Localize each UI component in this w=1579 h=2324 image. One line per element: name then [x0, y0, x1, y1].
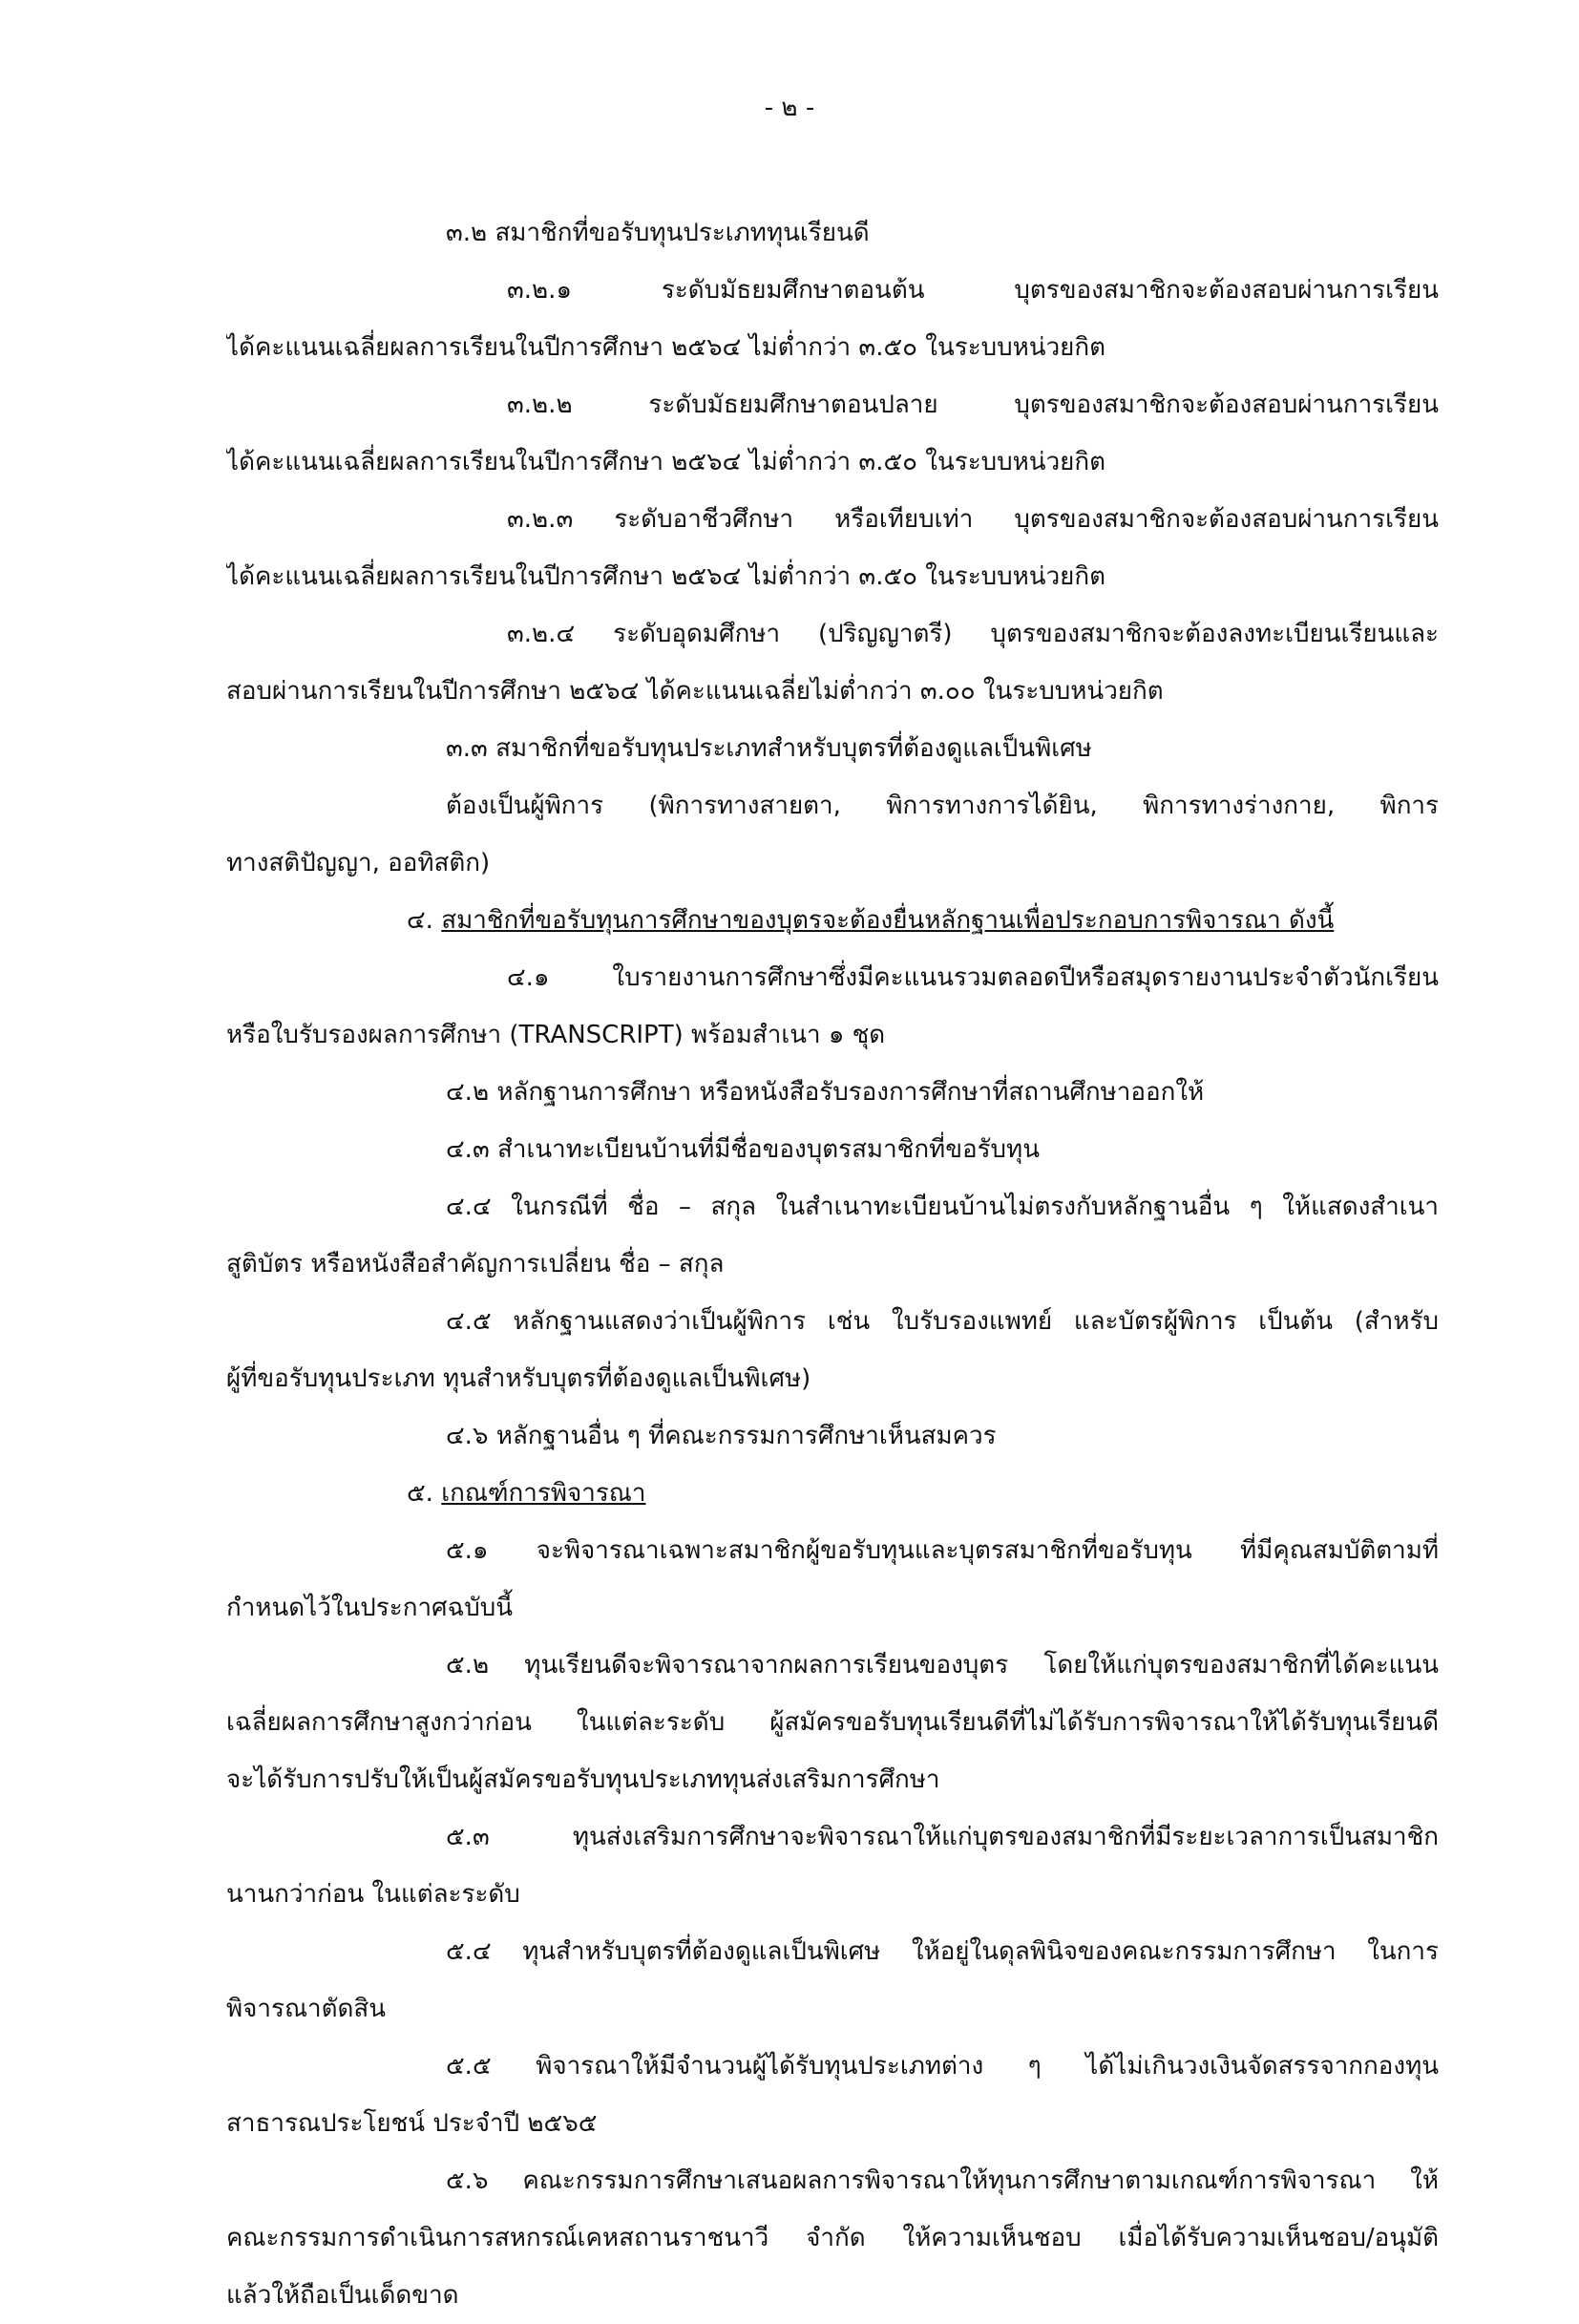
paragraph-line: [226, 1866, 1439, 1923]
line-text: ๓.๒.๔ ระดับอุดมศึกษา (ปริญญาตรี) บุตรของสมาชิกจะต้องลงทะเบียนเรียนและ: [507, 620, 1439, 648]
paragraph-line: [226, 1236, 1439, 1293]
section-heading-4: [226, 892, 1439, 949]
line-text: สอบผ่านการเรียนในปีการศึกษา ๒๕๖๔ ได้คะแนนเฉลี่ยไม่ต่ำกว่า ๓.๐๐ ในระบบหน่วยกิต: [226, 677, 1164, 706]
section-title: สมาชิกที่ขอรับทุนการศึกษาของบุตรจะต้องยื่นหลักฐานเพื่อประกอบการพิจารณา ดังนี้: [441, 906, 1335, 935]
paragraph-line: [226, 433, 1439, 491]
line-text: ๕.๑ จะพิจารณาเฉพาะสมาชิกผู้ขอรับทุนและบุตรสมาชิกที่ขอรับทุน ที่มีคุณสมบัติตามที่: [446, 1536, 1439, 1565]
paragraph-line: [226, 1751, 1439, 1808]
paragraph-line: [226, 319, 1439, 376]
paragraph-line: [226, 1350, 1439, 1407]
line-text: สูติบัตร หรือหนังสือสำคัญการเปลี่ยน ชื่อ – สกุล: [226, 1250, 725, 1278]
line-text: หรือใบรับรองผลการศึกษา (TRANSCRIPT) พร้อมสำเนา ๑ ชุด: [226, 1021, 886, 1049]
line-text: ๓.๒.๒ ระดับมัธยมศึกษาตอนปลาย บุตรของสมาชิกจะต้องสอบผ่านการเรียน: [507, 391, 1439, 419]
line-text: ๓.๒.๓ ระดับอาชีวศึกษา หรือเทียบเท่า บุตรของสมาชิกจะต้องสอบผ่านการเรียน: [507, 505, 1439, 534]
page-number: - ๒ -: [764, 94, 815, 122]
paragraph-line: [226, 376, 1439, 433]
paragraph-line: [226, 663, 1439, 720]
paragraph-line: [226, 1808, 1439, 1866]
paragraph-line: [226, 1407, 1439, 1465]
paragraph-line: [226, 1121, 1439, 1178]
section-heading-5: [226, 1465, 1439, 1522]
line-text: แล้วให้ถือเป็นเด็ดขาด: [226, 2281, 459, 2310]
line-text: ๔.๔ ในกรณีที่ ชื่อ – สกุล ในสำเนาทะเบียนบ้านไม่ตรงกับหลักฐานอื่น ๆ ให้แสดงสำเนา: [446, 1193, 1439, 1221]
paragraph-line: [226, 1178, 1439, 1236]
line-text: พิจารณาตัดสิน: [226, 1995, 387, 2023]
paragraph-line: [226, 1293, 1439, 1350]
document-body: [226, 204, 1439, 2324]
line-text: ๓.๒.๑ ระดับมัธยมศึกษาตอนต้น บุตรของสมาชิกจะต้องสอบผ่านการเรียน: [507, 276, 1439, 305]
paragraph-line: [226, 605, 1439, 663]
paragraph-line: [226, 262, 1439, 319]
line-text: เฉลี่ยผลการศึกษาสูงกว่าก่อน ในแต่ละระดับ ผู้สมัครขอรับทุนเรียนดีที่ไม่ได้รับการพิจารณาให้ได้รับทุนเรียนดี: [226, 1708, 1439, 1737]
section-heading: [226, 204, 1439, 262]
section-number: ๕.: [407, 1479, 442, 1508]
section-title: เกณฑ์การพิจารณา: [441, 1479, 646, 1508]
paragraph-line: [226, 2209, 1439, 2267]
paragraph-line: [226, 1923, 1439, 1980]
line-text: จะได้รับการปรับให้เป็นผู้สมัครขอรับทุนประเภททุนส่งเสริมการศึกษา: [226, 1765, 940, 1794]
line-text: ๔.๕ หลักฐานแสดงว่าเป็นผู้พิการ เช่น ใบรับรองแพทย์ และบัตรผู้พิการ เป็นต้น (สำหรับ: [446, 1307, 1439, 1336]
line-text: ๕.๓ ทุนส่งเสริมการศึกษาจะพิจารณาให้แก่บุตรของสมาชิกที่มีระยะเวลาการเป็นสมาชิก: [446, 1823, 1439, 1851]
line-text: ๔.๓ สำเนาทะเบียนบ้านที่มีชื่อของบุตรสมาชิกที่ขอรับทุน: [446, 1135, 1040, 1164]
line-text: ๓.๓ สมาชิกที่ขอรับทุนประเภทสำหรับบุตรที่ต้องดูแลเป็นพิเศษ: [446, 734, 1092, 763]
line-text: นานกว่าก่อน ในแต่ละระดับ: [226, 1880, 520, 1909]
paragraph-line: [226, 2095, 1439, 2152]
line-text: ๕.๕ พิจารณาให้มีจำนวนผู้ได้รับทุนประเภทต่าง ๆ ได้ไม่เกินวงเงินจัดสรรจากกองทุน: [446, 2052, 1439, 2081]
line-text: ๔.๒ หลักฐานการศึกษา หรือหนังสือรับรองการศึกษาที่สถานศึกษาออกให้: [446, 1078, 1205, 1107]
line-text: กำหนดไว้ในประกาศฉบับนี้: [226, 1594, 514, 1622]
line-text: ๕.๒ ทุนเรียนดีจะพิจารณาจากผลการเรียนของบุตร โดยให้แก่บุตรของสมาชิกที่ได้คะแนน: [446, 1651, 1439, 1680]
paragraph-line: [226, 491, 1439, 548]
paragraph-line: [226, 2038, 1439, 2095]
paragraph-line: [226, 2267, 1439, 2324]
line-text: ๕.๔ ทุนสำหรับบุตรที่ต้องดูแลเป็นพิเศษ ให้อยู่ในดุลพินิจของคณะกรรมการศึกษา ในการ: [446, 1937, 1439, 1966]
line-text: คณะกรรมการดำเนินการสหกรณ์เคหสถานราชนาวี จำกัด ให้ความเห็นชอบ เมื่อได้รับความเห็นชอบ/อนุมัติ: [226, 2224, 1439, 2252]
paragraph-line: [226, 2152, 1439, 2209]
line-text: ได้คะแนนเฉลี่ยผลการเรียนในปีการศึกษา ๒๕๖๔ ไม่ต่ำกว่า ๓.๕๐ ในระบบหน่วยกิต: [226, 448, 1106, 476]
paragraph-line: [226, 1637, 1439, 1694]
section-number: ๔.: [407, 906, 442, 935]
paragraph-line: [226, 548, 1439, 605]
line-text: ได้คะแนนเฉลี่ยผลการเรียนในปีการศึกษา ๒๕๖๔ ไม่ต่ำกว่า ๓.๕๐ ในระบบหน่วยกิต: [226, 333, 1106, 362]
paragraph-line: [226, 1522, 1439, 1579]
line-text: ๕.๖ คณะกรรมการศึกษาเสนอผลการพิจารณาให้ทุนการศึกษาตามเกณฑ์การพิจารณา ให้: [446, 2166, 1439, 2195]
line-text: ทางสติปัญญา, ออทิสติก): [226, 849, 491, 877]
paragraph-line: [226, 1006, 1439, 1064]
line-text: ๔.๖ หลักฐานอื่น ๆ ที่คณะกรรมการศึกษาเห็นสมควร: [446, 1422, 997, 1450]
paragraph-line: [226, 949, 1439, 1006]
section-heading: [226, 720, 1439, 777]
line-text: ได้คะแนนเฉลี่ยผลการเรียนในปีการศึกษา ๒๕๖๔ ไม่ต่ำกว่า ๓.๕๐ ในระบบหน่วยกิต: [226, 562, 1106, 591]
paragraph-line: [226, 777, 1439, 835]
line-text: ๓.๒ สมาชิกที่ขอรับทุนประเภททุนเรียนดี: [446, 219, 870, 247]
paragraph-line: [226, 1064, 1439, 1121]
line-text: สาธารณประโยชน์ ประจำปี ๒๕๖๕: [226, 2109, 598, 2138]
line-text: ต้องเป็นผู้พิการ (พิการทางสายตา, พิการทางการได้ยิน, พิการทางร่างกาย, พิการ: [446, 792, 1439, 820]
paragraph-line: [226, 1980, 1439, 2038]
line-text: ผู้ที่ขอรับทุนประเภท ทุนสำหรับบุตรที่ต้องดูแลเป็นพิเศษ): [226, 1364, 811, 1393]
paragraph-line: [226, 1694, 1439, 1751]
paragraph-line: [226, 1579, 1439, 1637]
line-text: ๔.๑ ใบรายงานการศึกษาซึ่งมีคะแนนรวมตลอดปีหรือสมุดรายงานประจำตัวนักเรียน: [507, 963, 1439, 992]
paragraph-line: [226, 835, 1439, 892]
